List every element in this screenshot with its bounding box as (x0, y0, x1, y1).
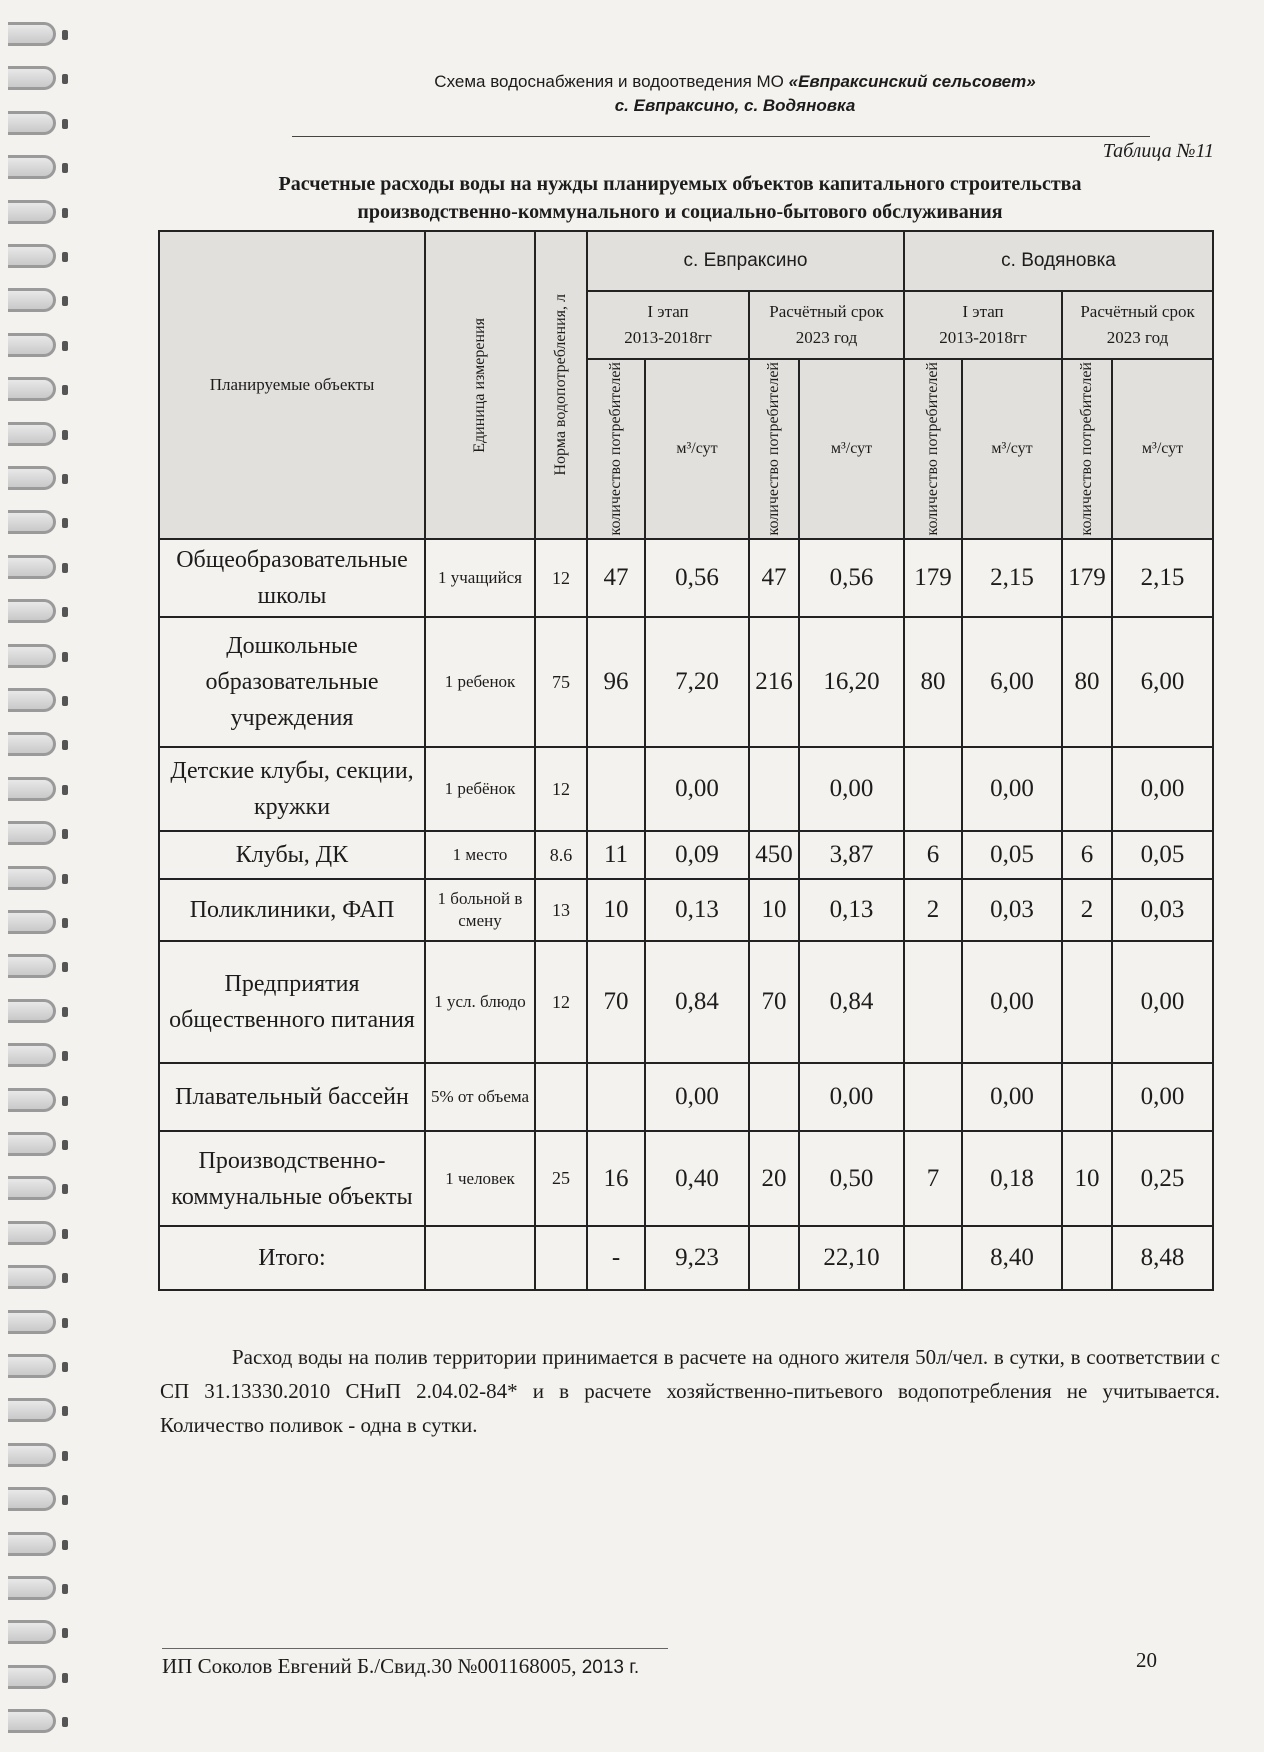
binding-ring (8, 66, 56, 90)
w2-consumers-text: количество потребителей (1078, 362, 1096, 536)
col-header-w1-m3: м³/сут (962, 359, 1062, 539)
col-header-w-stage1 (904, 291, 1062, 359)
cell-e1v: 0,00 (645, 1063, 749, 1131)
cell-w2c: 6 (1062, 831, 1112, 879)
cell-w2c (1062, 941, 1112, 1063)
header-line1-plain: Схема водоснабжения и водоотведения МО (434, 72, 789, 91)
cell-unit: 1 ребёнок (425, 747, 535, 831)
row-object-name: Предприятия общественного питания (159, 941, 425, 1063)
cell-norm (535, 1063, 587, 1131)
cell-e2c: 450 (749, 831, 799, 879)
cell-norm: 75 (535, 617, 587, 747)
cell-norm: 12 (535, 941, 587, 1063)
binding-hole (62, 652, 68, 662)
col-header-unit-text: Единица измерения (471, 317, 488, 453)
cell-e2v: 0,50 (799, 1131, 904, 1226)
cell-w2v: 0,25 (1112, 1131, 1213, 1226)
binding-hole (62, 740, 68, 750)
cell-w1c: 6 (904, 831, 962, 879)
binding-ring (8, 1132, 56, 1156)
cell-w1v: 0,00 (962, 747, 1062, 831)
table-body (159, 539, 1213, 1290)
binding-hole (62, 918, 68, 928)
col-header-e2-m3: м³/сут (799, 359, 904, 539)
binding-hole (62, 1096, 68, 1106)
e2-consumers-text: количество потребителей (765, 362, 782, 536)
binding-hole (62, 1318, 68, 1328)
w-stage1-years: 2013-2018гг (939, 328, 1027, 347)
cell-unit: 1 человек (425, 1131, 535, 1226)
binding-ring (8, 555, 56, 579)
binding-ring (8, 111, 56, 135)
spiral-binding (0, 0, 78, 1752)
document-header (290, 70, 1180, 118)
binding-ring (8, 244, 56, 268)
cell-e1c: 10 (587, 879, 645, 941)
table-title-line2: производственно-коммунального и социально-бытового обслуживания (357, 201, 1003, 223)
cell-norm: 12 (535, 539, 587, 617)
col-header-e1-m3: м³/сут (645, 359, 749, 539)
binding-ring (8, 910, 56, 934)
col-header-objects: Планируемые объекты (159, 231, 425, 539)
cell-e2v: 0,56 (799, 539, 904, 617)
binding-hole (62, 962, 68, 972)
binding-hole (62, 607, 68, 617)
cell-w2v: 8,48 (1112, 1226, 1213, 1290)
cell-e1v: 0,56 (645, 539, 749, 617)
binding-ring (8, 1443, 56, 1467)
cell-w1c (904, 747, 962, 831)
binding-ring (8, 644, 56, 668)
binding-hole (62, 1628, 68, 1638)
binding-ring (8, 422, 56, 446)
binding-ring (8, 1310, 56, 1334)
cell-e2v: 0,00 (799, 1063, 904, 1131)
binding-hole (62, 1051, 68, 1061)
binding-hole (62, 341, 68, 351)
binding-ring (8, 510, 56, 534)
cell-w2v: 2,15 (1112, 539, 1213, 617)
cell-w2c (1062, 1063, 1112, 1131)
binding-ring (8, 866, 56, 890)
irrigation-note: Расход воды на полив территории принимается в расчете на одного жителя 50л/чел. в сутки, в соответствии с СП 31.13330.2010 СНиП 2.04.02-84* и в расчете хозяйственно-питьевого водопотребления не учитывается. Количество поливок - одна в сутки. (160, 1345, 1220, 1437)
header-divider (292, 136, 1150, 137)
binding-hole (62, 1406, 68, 1416)
cell-e1v: 9,23 (645, 1226, 749, 1290)
page-number: 20 (1136, 1648, 1157, 1672)
binding-ring (8, 777, 56, 801)
cell-norm: 12 (535, 747, 587, 831)
cell-w2c: 179 (1062, 539, 1112, 617)
col-header-norm (535, 231, 587, 539)
binding-ring (8, 688, 56, 712)
binding-ring (8, 200, 56, 224)
table-title (160, 170, 1200, 226)
table-row (159, 747, 1213, 831)
row-object-name: Общеобразовательные школы (159, 539, 425, 617)
e-stage1-years: 2013-2018гг (624, 328, 712, 347)
binding-ring (8, 954, 56, 978)
cell-e2v: 22,10 (799, 1226, 904, 1290)
row-object-name: Клубы, ДК (159, 831, 425, 879)
binding-hole (62, 1273, 68, 1283)
cell-w1v: 8,40 (962, 1226, 1062, 1290)
header-line1-bold: «Евпраксинский сельсовет» (788, 72, 1036, 91)
binding-hole (62, 1673, 68, 1683)
cell-unit: 1 больной в смену (425, 879, 535, 941)
binding-hole (62, 829, 68, 839)
binding-hole (62, 563, 68, 573)
col-header-w2-consumers (1062, 359, 1112, 539)
table-row (159, 539, 1213, 617)
cell-w2c (1062, 1226, 1112, 1290)
cell-e2c: 20 (749, 1131, 799, 1226)
binding-hole (62, 1495, 68, 1505)
cell-e2v: 16,20 (799, 617, 904, 747)
binding-hole (62, 1540, 68, 1550)
binding-hole (62, 74, 68, 84)
binding-ring (8, 333, 56, 357)
binding-ring (8, 155, 56, 179)
cell-w1c: 179 (904, 539, 962, 617)
binding-ring (8, 288, 56, 312)
col-header-w-stage2 (1062, 291, 1213, 359)
cell-unit: 1 усл. блюдо (425, 941, 535, 1063)
binding-hole (62, 518, 68, 528)
col-header-village-vodyanovka: с. Водяновка (904, 231, 1213, 291)
cell-w2v: 0,00 (1112, 941, 1213, 1063)
cell-norm: 25 (535, 1131, 587, 1226)
binding-hole (62, 874, 68, 884)
binding-hole (62, 1184, 68, 1194)
table-row (159, 1226, 1213, 1290)
table-row (159, 831, 1213, 879)
binding-hole (62, 430, 68, 440)
col-header-e-stage1 (587, 291, 749, 359)
cell-w2v: 0,00 (1112, 1063, 1213, 1131)
table-row (159, 941, 1213, 1063)
cell-e2v: 3,87 (799, 831, 904, 879)
cell-e2c: 47 (749, 539, 799, 617)
w-stage1-name: I этап (962, 302, 1004, 321)
binding-hole (62, 208, 68, 218)
cell-unit: 1 учащийся (425, 539, 535, 617)
col-header-norm-text: Норма водопотребления, л (552, 294, 569, 476)
cell-unit: 5% от объема (425, 1063, 535, 1131)
cell-w1c (904, 1226, 962, 1290)
cell-w1v: 0,00 (962, 941, 1062, 1063)
e-stage2-years: 2023 год (795, 328, 858, 347)
cell-e2c: 70 (749, 941, 799, 1063)
cell-e1c (587, 1063, 645, 1131)
cell-unit (425, 1226, 535, 1290)
binding-hole (62, 252, 68, 262)
binding-ring (8, 1265, 56, 1289)
w-stage2-years: 2023 год (1106, 328, 1169, 347)
cell-e1c: 96 (587, 617, 645, 747)
cell-e1c: 16 (587, 1131, 645, 1226)
binding-ring (8, 821, 56, 845)
binding-hole (62, 30, 68, 40)
binding-hole (62, 1140, 68, 1150)
row-object-name: Итого: (159, 1226, 425, 1290)
binding-ring (8, 1532, 56, 1556)
cell-w1v: 0,18 (962, 1131, 1062, 1226)
binding-ring (8, 1354, 56, 1378)
binding-hole (62, 1362, 68, 1372)
cell-w2v: 0,05 (1112, 831, 1213, 879)
cell-e2c: 10 (749, 879, 799, 941)
binding-ring (8, 22, 56, 46)
binding-hole (62, 1229, 68, 1239)
binding-hole (62, 1584, 68, 1594)
binding-ring (8, 999, 56, 1023)
col-header-village-evpraksino: с. Евпраксино (587, 231, 904, 291)
binding-ring (8, 1176, 56, 1200)
cell-w1v: 0,00 (962, 1063, 1062, 1131)
binding-ring (8, 1487, 56, 1511)
cell-e1v: 7,20 (645, 617, 749, 747)
binding-hole (62, 296, 68, 306)
cell-unit: 1 место (425, 831, 535, 879)
cell-w1c: 80 (904, 617, 962, 747)
water-consumption-table (158, 230, 1214, 1291)
footer-author (162, 1654, 639, 1679)
cell-norm: 8.6 (535, 831, 587, 879)
cell-w1v: 2,15 (962, 539, 1062, 617)
cell-e1v: 0,40 (645, 1131, 749, 1226)
binding-ring (8, 1709, 56, 1733)
footer-author-text: ИП Соколов Евгений Б./Свид.30 №001168005, (162, 1654, 577, 1678)
cell-e2v: 0,13 (799, 879, 904, 941)
cell-e2c (749, 1063, 799, 1131)
row-object-name: Детские клубы, секции, кружки (159, 747, 425, 831)
cell-unit: 1 ребенок (425, 617, 535, 747)
footer-year: 2013 г. (576, 1657, 640, 1678)
row-object-name: Плавательный бассейн (159, 1063, 425, 1131)
cell-e1v: 0,84 (645, 941, 749, 1063)
footer-divider (162, 1648, 668, 1649)
cell-w2c (1062, 747, 1112, 831)
cell-e1v: 0,13 (645, 879, 749, 941)
binding-hole (62, 385, 68, 395)
cell-e2v: 0,84 (799, 941, 904, 1063)
binding-hole (62, 119, 68, 129)
binding-hole (62, 1717, 68, 1727)
cell-w1c (904, 941, 962, 1063)
col-header-w2-m3: м³/сут (1112, 359, 1213, 539)
cell-w1v: 0,03 (962, 879, 1062, 941)
cell-e1v: 0,09 (645, 831, 749, 879)
cell-w1c (904, 1063, 962, 1131)
binding-ring (8, 732, 56, 756)
cell-norm: 13 (535, 879, 587, 941)
binding-ring (8, 599, 56, 623)
cell-e2c (749, 747, 799, 831)
binding-ring (8, 1620, 56, 1644)
cell-e2v: 0,00 (799, 747, 904, 831)
cell-norm (535, 1226, 587, 1290)
table-row (159, 1063, 1213, 1131)
binding-ring (8, 377, 56, 401)
cell-w2c: 10 (1062, 1131, 1112, 1226)
binding-ring (8, 466, 56, 490)
w1-consumers-text: количество потребителей (924, 362, 942, 536)
header-line2: с. Евпраксино, с. Водяновка (614, 96, 856, 115)
cell-w2v: 0,00 (1112, 747, 1213, 831)
binding-ring (8, 1088, 56, 1112)
cell-w2c: 80 (1062, 617, 1112, 747)
cell-e1c: 70 (587, 941, 645, 1063)
cell-e2c: 216 (749, 617, 799, 747)
e-stage1-name: I этап (647, 302, 689, 321)
binding-hole (62, 163, 68, 173)
binding-hole (62, 1007, 68, 1017)
col-header-e-stage2 (749, 291, 904, 359)
table-number: Таблица №11 (1102, 140, 1214, 162)
cell-e1v: 0,00 (645, 747, 749, 831)
cell-e2c (749, 1226, 799, 1290)
binding-hole (62, 785, 68, 795)
binding-ring (8, 1576, 56, 1600)
cell-e1c: 47 (587, 539, 645, 617)
table-title-line1: Расчетные расходы воды на нужды планируемых объектов капитального строительства (278, 173, 1082, 195)
cell-w2v: 6,00 (1112, 617, 1213, 747)
row-object-name: Дошкольные образовательные учреждения (159, 617, 425, 747)
binding-hole (62, 696, 68, 706)
w-stage2-name: Расчётный срок (1080, 302, 1195, 321)
binding-ring (8, 1398, 56, 1422)
cell-e1c (587, 747, 645, 831)
col-header-e2-consumers (749, 359, 799, 539)
binding-ring (8, 1043, 56, 1067)
cell-w1v: 6,00 (962, 617, 1062, 747)
binding-hole (62, 474, 68, 484)
binding-ring (8, 1665, 56, 1689)
col-header-w1-consumers (904, 359, 962, 539)
cell-e1c: 11 (587, 831, 645, 879)
table-row (159, 617, 1213, 747)
cell-w2v: 0,03 (1112, 879, 1213, 941)
binding-hole (62, 1451, 68, 1461)
e1-consumers-text: количество потребителей (607, 362, 624, 536)
cell-w1v: 0,05 (962, 831, 1062, 879)
col-header-unit (425, 231, 535, 539)
col-header-e1-consumers (587, 359, 645, 539)
cell-e1c: - (587, 1226, 645, 1290)
cell-w1c: 7 (904, 1131, 962, 1226)
cell-w1c: 2 (904, 879, 962, 941)
table-row (159, 879, 1213, 941)
binding-ring (8, 1221, 56, 1245)
table-row (159, 1131, 1213, 1226)
e-stage2-name: Расчётный срок (769, 302, 884, 321)
row-object-name: Поликлиники, ФАП (159, 879, 425, 941)
cell-w2c: 2 (1062, 879, 1112, 941)
row-object-name: Производственно-коммунальные объекты (159, 1131, 425, 1226)
